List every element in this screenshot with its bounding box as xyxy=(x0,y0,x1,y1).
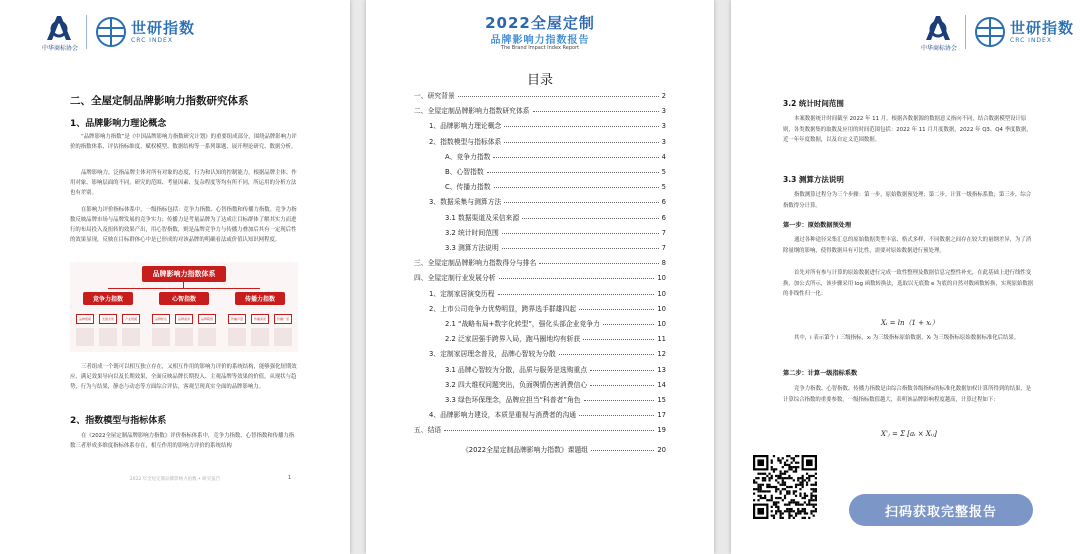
page-footer: 2022 年全屋定制品牌影响力指数 • 研究报告 xyxy=(129,477,221,482)
association-name: 中华商标协会 xyxy=(921,45,958,52)
logo-divider xyxy=(86,15,87,49)
toc-entry-label: 3、数据采集与测算方法 xyxy=(429,198,502,207)
toc-heading: 目录 xyxy=(526,73,553,88)
heading-method: 3.3 测算方法说明 xyxy=(783,175,844,184)
toc-entry[interactable] xyxy=(445,149,666,161)
step1-title: 第一步：原始数据预处理 xyxy=(783,222,852,229)
toc-entry-label: 2.2 泛家居强手跨界入局，跑马圈地均有斩获 xyxy=(445,335,581,344)
toc-entry[interactable] xyxy=(445,316,666,328)
toc-entry-page: 20 xyxy=(657,445,666,454)
toc-entry[interactable] xyxy=(414,422,666,434)
paragraph: 本案数据统计时间截至 2022 年 11 月。根据各数据源的数据意义指向不同，结合数据模型设计原则，各类数据集的取数及应用的时间范围包括：2022 年 11 月月度数据，2022 年 Q3、Q4 季度数据，近一年年度数据，以及自定义范围数据。 xyxy=(783,116,1032,143)
toc-entry-page: 7 xyxy=(661,244,666,252)
toc-entry-label: 2、上市公司竞争力优势明显，跨界选手群雄四起 xyxy=(429,304,577,313)
toc-entry-page: 19 xyxy=(657,426,666,435)
toc-entry[interactable] xyxy=(445,331,666,343)
toc-entry-label: 3.2 统计时间范围 xyxy=(445,228,499,237)
toc-entry-label: 3.2 四大维权问题突出，负面舆情伤害消费信心 xyxy=(445,380,588,389)
toc-leader-dots xyxy=(504,202,658,203)
toc-entry[interactable] xyxy=(429,118,666,130)
toc-leader-dots xyxy=(504,142,658,143)
toc-entry[interactable] xyxy=(414,88,666,100)
toc-entry-label: 3.3 绿色环保理念，品牌应担当“科普者”角色 xyxy=(445,396,581,404)
toc-entry-label: 《2022全屋定制品牌影响力指数》课题组 xyxy=(462,445,589,454)
formula-weighting: X'ⱼ = Σ [aᵢ × Xᵢⱼ] xyxy=(881,430,937,438)
diagram-leaf: 发展态势 xyxy=(99,314,117,324)
toc-entry-page: 13 xyxy=(657,365,666,374)
toc-entry-label: 3.3 测算方法说明 xyxy=(445,244,499,252)
toc-entry-page: 3 xyxy=(661,107,666,116)
diagram-leaf: 品牌规模 xyxy=(76,314,94,324)
diagram-sub xyxy=(198,328,216,346)
toc-entry-label: 二、全屋定制品牌影响力指数研究体系 xyxy=(414,107,530,116)
paragraph: 在影响力评价指标体系中，一级指标包括：竞争力指数、心智指数和传播力指数。竞争力指数反映品牌市场与品牌发展的竞争实力；传播力是考量品牌为了达成让目标群体了解其实力而进行的布局投入及扭转的效果产出，用心智指数，则是品牌竞争力与传播力叠加后其有一定现后性的效果显现，反映在目标群体心中是已形成的对该品牌的明确看法或价值认知识网程度。 xyxy=(70,207,297,243)
toc-entry[interactable] xyxy=(414,270,666,282)
toc-entry-page: 6 xyxy=(661,213,666,222)
paragraph: 首先对所有参与计算的原始数据进行完成一致性整理及数据信息完整性补充，在此基础上进行线性变换，加公式所示，该步骤采用 log 函数转换法，选取以无底数 e 为底的自然对数函数转换，实现原始数据的非线性归一化： xyxy=(783,270,1034,297)
toc-entry-label: 三、全屋定制品牌影响力指数得分与排名 xyxy=(414,259,537,268)
ca-emblem-icon xyxy=(43,12,77,42)
toc-entry[interactable] xyxy=(414,103,666,115)
diagram-sub xyxy=(76,328,94,346)
diagram-root: 品牌影响力指数体系 xyxy=(142,266,226,282)
toc-leader-dots xyxy=(487,172,659,173)
diagram-leaf: 传播广度 xyxy=(274,314,292,324)
diagram-leaf: 品牌知名 xyxy=(152,314,170,324)
diagram-sub xyxy=(251,328,269,346)
toc-entry-page: 12 xyxy=(657,350,666,359)
toc-entry-label: 1、品牌影响力理论概念 xyxy=(429,122,502,131)
logo-divider xyxy=(965,15,966,49)
paragraph: 其中，i 表示第个 i 三级指标，xᵢ 为三级指标原始数据，Xᵢ 为三级指标原始数据标准化后结果。 xyxy=(794,335,1020,341)
crc-globe-icon xyxy=(95,16,127,48)
page-number: 1 xyxy=(288,475,292,481)
toc-entry[interactable] xyxy=(429,134,666,146)
toc-leader-dots xyxy=(444,430,654,431)
toc-leader-dots xyxy=(590,370,654,371)
crc-name-en: CRC INDEX xyxy=(131,36,173,44)
toc-leader-dots xyxy=(590,385,654,386)
toc-entry-page: 6 xyxy=(661,198,666,207)
toc-leader-dots xyxy=(493,157,658,158)
toc-entry-page: 10 xyxy=(657,289,666,298)
diagram-leaf: 品牌美誉 xyxy=(175,314,193,324)
paragraph: 三者组成一个既可以相互独立存在，又相互作用的影响力评价的系统结构，能够强化短期效应、满足效果导向以及长期效果，全面反映品牌长期投入、主观品牌等效果的价值，从现状与趋势，行为与结果，静态与动态等方面综合评估，客观呈现真实全面的品牌影响力。 xyxy=(70,364,297,390)
toc-entry-page: 17 xyxy=(657,411,666,420)
diagram-connector xyxy=(108,288,260,289)
association-name: 中华商标协会 xyxy=(42,45,79,52)
toc-entry-label: 1、定制家居演变历程 xyxy=(429,289,495,298)
toc-entry-label: 一、研究背景 xyxy=(414,92,455,100)
toc-entry[interactable] xyxy=(429,194,666,206)
toc-entry-label: 3.1 数据渠道及采信来源 xyxy=(445,213,520,222)
diagram-leaf: 传播声量 xyxy=(228,314,246,324)
toc-entry-page: 11 xyxy=(657,335,666,344)
toc-leader-dots xyxy=(504,126,658,127)
toc-entry-page: 10 xyxy=(657,274,666,283)
toc-entry-page: 5 xyxy=(661,168,666,176)
crc-name-en: CRC INDEX xyxy=(1010,36,1052,44)
toc-entry[interactable] xyxy=(445,362,666,374)
toc-entry-page: 10 xyxy=(657,320,666,328)
toc-entry[interactable] xyxy=(414,255,666,267)
toc-entry[interactable] xyxy=(445,377,666,389)
toc-entry-label: A、竞争力指数 xyxy=(445,152,491,161)
toc-leader-dots xyxy=(494,187,659,188)
toc-leader-dots xyxy=(603,324,654,325)
crc-name: 世研指数 xyxy=(1010,18,1075,37)
toc-entry-label: 4、品牌影响力建设，本质是重视与消费者的沟通 xyxy=(429,411,577,420)
paragraph: “品牌影响力指数”是《中国品牌影响力指数研究计划》的重要组成部分，围绕品牌影响力评价的指数体系、评估指标维度、赋权模型、数据结构等一系列课题，展开理论研究、数据分析。 xyxy=(70,134,297,150)
toc-leader-dots xyxy=(583,339,654,340)
toc-entry-page: 3 xyxy=(661,137,666,146)
toc-leader-dots xyxy=(584,400,655,401)
toc-entry-page: 5 xyxy=(661,183,666,192)
toc-entry[interactable] xyxy=(445,392,666,404)
formula-normalization: Xᵢ = ln（1 + xᵢ） xyxy=(881,319,939,327)
heading-theory: 1、品牌影响力理论概念 xyxy=(70,119,167,129)
paragraph: 竞争力指数、心智指数、传播力指数是由综合指数各级指标的标准化数据加权计算所得到的结果，是计算综合指数的重要参数，一级指标数值越大，表明该品牌影响程度越高，计算过程如下： xyxy=(783,386,1032,403)
report-subtitle: 品牌影响力指数报告 xyxy=(490,35,590,46)
toc-entry[interactable] xyxy=(445,240,666,252)
header-logos xyxy=(921,12,1074,52)
toc-entry[interactable] xyxy=(429,301,666,313)
toc-leader-dots xyxy=(498,294,655,295)
index-system-diagram xyxy=(70,262,298,352)
toc-entry-label: 2、指数模型与指标体系 xyxy=(429,137,502,146)
toc-entry[interactable] xyxy=(462,442,666,454)
toc-entry-label: C、传播力指数 xyxy=(445,183,491,192)
diagram-node-competitiveness: 竞争力指数 xyxy=(83,292,133,305)
toc-entry-label: 3、定制家居理念普及，品牌心智较为分散 xyxy=(429,350,556,359)
diagram-sub xyxy=(274,328,292,346)
diagram-leaf: 产业规模 xyxy=(122,314,140,324)
heading-time-range: 3.2 统计时间范围 xyxy=(783,99,844,108)
diagram-node-mindshare: 心智指数 xyxy=(159,292,209,305)
heading-model: 2、指数模型与指标体系 xyxy=(70,416,167,426)
page-2-toc xyxy=(366,0,714,554)
toc-entry-page: 8 xyxy=(661,259,666,268)
diagram-sub xyxy=(175,328,193,346)
step2-title: 第二步：计算一级指标系数 xyxy=(783,370,858,377)
header-logos xyxy=(42,12,195,52)
toc-leader-dots xyxy=(458,96,659,97)
toc-entry-page: 7 xyxy=(661,228,666,237)
toc-entry-label: 四、全屋定制行业发展分析 xyxy=(414,274,496,283)
toc-entry-page: 15 xyxy=(657,396,666,404)
toc-entry-page: 3 xyxy=(661,122,666,131)
toc-entry-page: 10 xyxy=(657,304,666,313)
toc-entry[interactable] xyxy=(429,346,666,358)
toc-entry-page: 4 xyxy=(661,152,666,161)
report-subtitle-en: The Brand Impact Index Report xyxy=(500,45,580,51)
toc-leader-dots xyxy=(502,248,659,249)
association-logo xyxy=(42,12,78,52)
toc-leader-dots xyxy=(579,309,654,310)
toc-leader-dots xyxy=(499,278,655,279)
association-logo xyxy=(921,12,957,52)
diagram-leaf: 品牌联想 xyxy=(198,314,216,324)
report-title: 2022全屋定制 xyxy=(485,14,595,32)
paragraph: 在《2022全屋定制品牌影响力指数》评价指标体系中，竞争力指数、心智指数和传播力指数三者形成多维度指标体系存在，相互作用的影响力评价的系统结构 xyxy=(70,433,295,449)
toc-entry[interactable] xyxy=(445,179,666,191)
toc-leader-dots xyxy=(579,415,654,416)
scan-for-full-report-button[interactable]: 扫码获取完整报告 xyxy=(849,494,1033,526)
toc-entry[interactable] xyxy=(429,407,666,419)
page-1 xyxy=(0,0,350,554)
toc-leader-dots xyxy=(522,218,659,219)
toc-entry-page: 14 xyxy=(657,380,666,389)
crc-globe-icon xyxy=(974,16,1006,48)
section-title: 二、全屋定制品牌影响力指数研究体系 xyxy=(70,95,249,107)
toc-entry[interactable] xyxy=(445,210,666,222)
toc-leader-dots xyxy=(559,354,655,355)
toc-entry[interactable] xyxy=(445,164,666,176)
toc-entry-label: 五、结语 xyxy=(414,426,442,435)
page-3 xyxy=(731,0,1080,554)
diagram-sub xyxy=(122,328,140,346)
toc-entry-page: 2 xyxy=(661,92,666,100)
toc-entry-label: 3.1 品牌心智较为分散，品质与服务是选购重点 xyxy=(445,365,588,374)
diagram-leaf: 传播深度 xyxy=(251,314,269,324)
diagram-sub xyxy=(152,328,170,346)
toc-entry[interactable] xyxy=(445,225,666,237)
ca-emblem-icon xyxy=(922,12,956,42)
toc-entry-label: B、心智指数 xyxy=(445,168,484,176)
paragraph: 品牌影响力，泛指品牌主体对所有对象的态度，行为和认知的控制能力，根据品牌主体、作用对象、影响层面的不同，研究的范围、考量因素、复杂程度等均有所不同，所运用的分析方法也有差别。 xyxy=(70,170,297,196)
toc-entry[interactable] xyxy=(429,286,666,298)
toc-leader-dots xyxy=(533,111,659,112)
toc-leader-dots xyxy=(591,450,654,451)
toc-leader-dots xyxy=(539,263,658,264)
diagram-node-communication: 传播力指数 xyxy=(235,292,285,305)
diagram-sub xyxy=(228,328,246,346)
paragraph: 通过各种途径采集汇总的原始数据类型丰富、格式多样，不同数据之间存在较大的量纲差异，为了消除量纲的影响，使得数据具有可比性，需要对原始数据进行预处理。 xyxy=(783,237,1032,254)
toc-leader-dots xyxy=(502,233,659,234)
diagram-sub xyxy=(99,328,117,346)
crc-name: 世研指数 xyxy=(131,18,196,37)
qr-code-icon[interactable] xyxy=(753,455,817,519)
toc-entry-label: 2.1 “战略布局+数字化转型”，强化头部企业竞争力 xyxy=(445,320,600,328)
paragraph: 指数测算过程分为三个步骤：第一步，原始数据预处理；第二步，计算一级指标系数；第三步，综合指数得分计算。 xyxy=(783,192,1032,209)
